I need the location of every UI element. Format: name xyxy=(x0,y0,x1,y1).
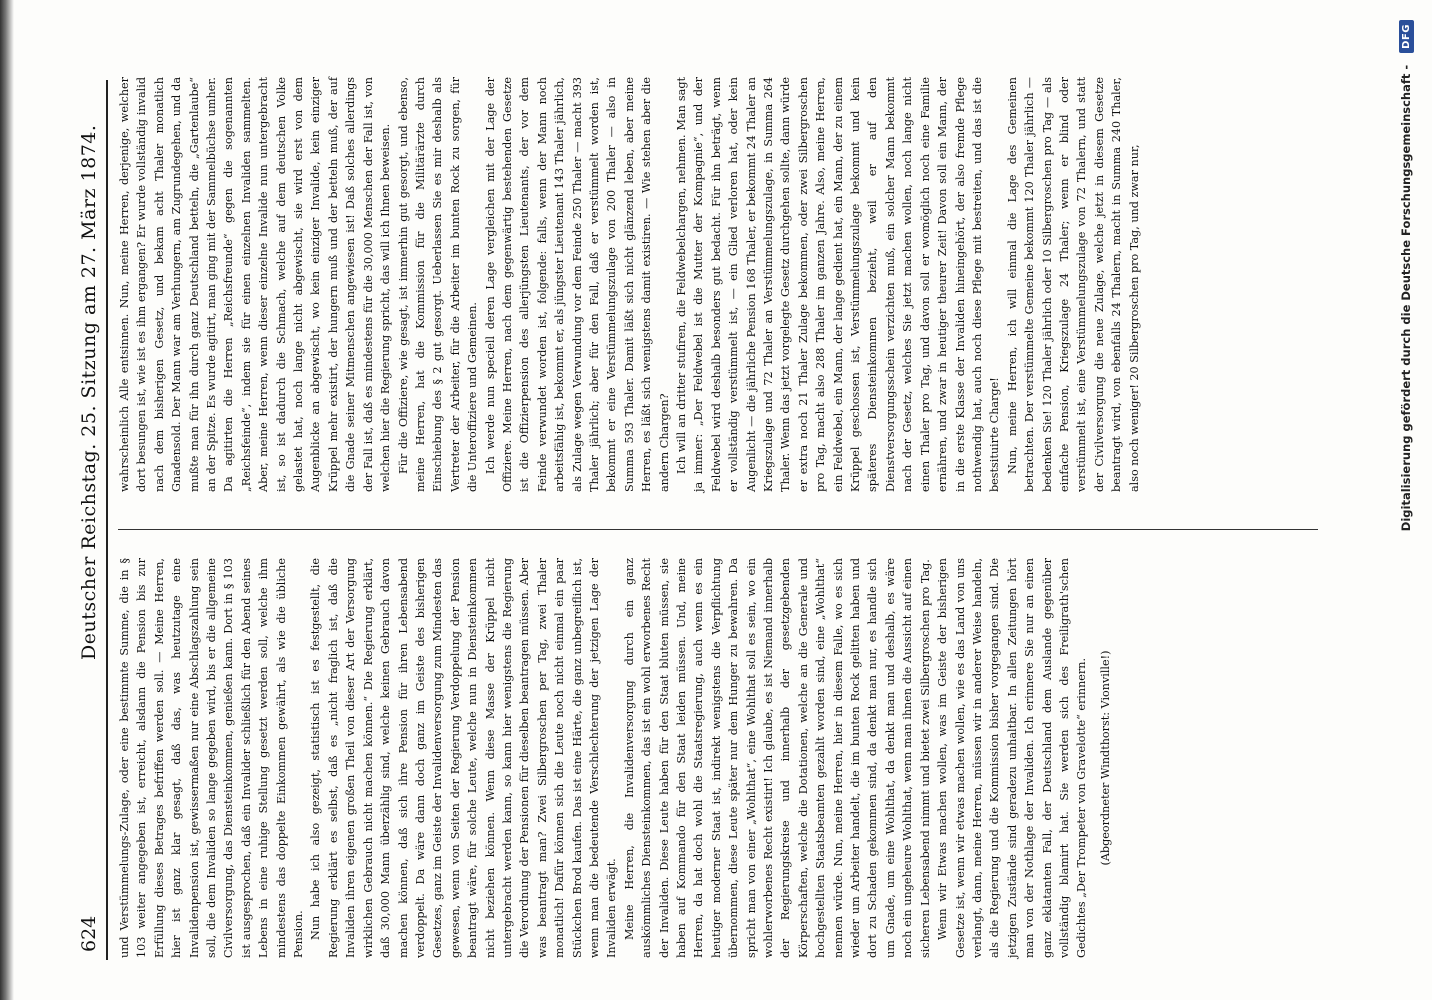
paragraph: Ich werde nun speciell deren Lage vergleichen mit der Lage der Offiziere. Meine Herren, nach dem gegenwärtig bestehenden Gesetze ist die Offizierpension des allerjüngsten Lieutenants, der vor dem Feinde verwundet worden ist, folgende: falls, wenn der Mann noch arbeitsfähig ist, bekommt er, als jüngster Lieutenant 143 Thaler jährlich, als Zulage wegen Verwundung vor dem Feinde 250 Thaler — macht 393 Thaler jährlich; aber für den Fall, daß er verstümmelt worden ist, bekommt er eine Verstümmelungszulage von 200 Thaler — also in Summa 593 Thaler. Damit läßt sich nicht glänzend leben, aber meine Herren, es läßt sich wenigstens damit existiren. — Wie stehen aber die andern Chargen? xyxy=(483,77,671,492)
column-divider xyxy=(118,529,1318,530)
paragraph: Nun habe ich also gezeigt, statistisch ist es festgestellt, die Regierung erklärt es selbst, daß es „nicht fraglich ist, daß die Invaliden ihren eigenen großen Theil von dieser Art der Versorgung wirklichen Gebrauch nicht machen können.“ Die Regierung erklärt, daß 30,000 Mann überzählig sind, welche keinen Gebrauch davon machen können, daß sich ihre Pension für ihren Lebensabend verdoppelt. Da wäre dann doch ganz im Geiste des bisherigen Gesetzes, ganz im Geiste der Invalidenversorgung zum Mindesten das gewesen, wenn von Seiten der Regierung Verdoppelung der Pension beantragt wäre, für solche Leute, welche nun in Diensteinkommen nicht beziehen können. Wenn diese Masse der Krüppel nicht untergebracht werden kann, so kann hier wenigstens die Regierung die Verordnung der Pensionen für dieselben beantragen müssen. Aber was beantragt man? Zwei Silbergroschen per Tag, zwei Thaler monatlich! Dafür können sich die Leute noch nicht einmal ein paar Stückchen Brod kaufen. Das ist eine Härte, die ganz unbegreiflich ist, wenn man die bedeutende Verschlechterung der jetzigen Lage der Invaliden erwägt. xyxy=(309,558,619,958)
text-column-right xyxy=(116,77,1306,492)
paragraph: Ich will an dritter stufiren, die Feldwebelchargen, nehmen. Man sagt ja immer: „Der Feldwebel ist die Mutter der Kompagnie“, und der Feldwebel wird deshalb besonders gut bedacht. Für ihn beträgt, wenn er vollständig verstümmelt ist, — ein Glied verloren hat, oder kein Augenlicht — die jährliche Pension 168 Thaler, er bekommt 24 Thaler an Kriegszulage und 72 Thaler an Verstümmelungszulage, in Summa 264 Thaler. Wenn das jetzt vorgelegte Gesetz durchgehen sollte, dann würde er extra noch 21 Thaler Zulage bekommen, oder zwei Silbergroschen pro Tag, macht also 288 Thaler im ganzen Jahre. Also, meine Herren, ein Feldwebel, ein Mann, der lange gedient hat, ein Mann, der zu einem Krüppel geschossen ist, Verstümmelungszulage bekommt und kein späteres Diensteinkommen bezieht, weil er auf den Dienstversorgungsschein verzichten muß, ein solcher Mann bekommt nach der Gesetz, welches Sie jetzt machen wollen, noch lange nicht einen Thaler pro Tag, und davon soll er womöglich noch eine Familie ernähren, und zwar in heutiger theurer Zeit! Davon soll ein Mann, der in die erste Klasse der Invaliden hineingehört, der also fremde Pflege nothwendig hat, auch noch diese Pflege mit bestreiten, und das ist die bestsituirte Charge! xyxy=(675,77,1002,492)
paragraph: Für die Offiziere, wie gesagt, ist immerhin gut gesorgt, und ebenso, meine Herren, hat die Kommission für die Militärärzte durch Einschiebung des § 2 gut gesorgt. Ueberlassen Sie es mir deshalb als Vertreter der Arbeiter, für die Arbeiter im bunten Rock zu sorgen, für die Unteroffiziere und Gemeinen. xyxy=(396,77,480,492)
paragraph: wahrscheinlich Alle entsinnen. Nun, meine Herren, derjenige, welcher dort besungen ist, wie ist es ihm ergangen? Er wurde vollständig invalid nach dem bisherigen Gesetz, und bekam acht Thaler monatlich Gnadensold. Der Mann war am Verhungern, am Zugrundegehen, und da mußte man für ihn durch ganz Deutschland betteln, die „Gartenlaube“ an der Spitze. Es wurde agitirt, man ging mit der Sammelbüchse umher. Da agitirten die Herren „Reichsfreunde“ gegen die sogenannten „Reichsfeinde“, indem sie für einen einzelnen Invaliden sammelten. Aber, meine Herren, wenn dieser einzelne Invalide nun untergebracht ist, so ist dadurch die Schmach, welche auf dem deutschen Volke gelastet hat, noch lange nicht abgewischt, sie wird erst von dem Augenblicke an abgewischt, wo kein einziger Invalide, kein einziger Krüppel mehr existirt, der hungern muß und der betteln muß, der auf die Gnade seiner Mitmenschen angewiesen ist! Daß solches allerdings der Fall ist, daß es mindestens für die 30,000 Menschen der Fall ist, von welchen hier die Regierung spricht, das will ich Ihnen beweisen. xyxy=(118,77,393,492)
paragraph: Wenn wir Etwas machen wollen, was im Geiste der bisherigen Gesetze ist, wenn wir etwas machen wollen, wie es das Land von uns verlangt, dann, meine Herren, müssen wir in anderer Weise handeln, als die Regierung und die Kommission bisher vorgegangen sind. Die jetzigen Zustände sind geradezu unhaltbar. In allen Zeitungen hört man von der Nothlage der Invaliden. Ich erinnere Sie nur an einen ganz eklatanten Fall, der Deutschland dem Auslande gegenüber vollständig blamirt hat. Sie werden sich des Freiligrath'schen Gedichtes „Der Trompeter von Gravelotte“ erinnern. xyxy=(936,558,1089,958)
paragraph: Nun, meine Herren, ich will einmal die Lage des Gemeinen betrachten. Der verstümmelte Gemeine bekommt 120 Thaler jährlich — bedenken Sie! 120 Thaler jährlich oder 10 Silbergroschen pro Tag — als einfache Pension, Kriegszulage 24 Thaler; wenn er blind oder verstümmelt ist, eine Verstümmelungszulage von 72 Thalern, und statt der Civilversorgung die neue Zulage, welche jetzt in diesem Gesetze beantragt wird, von ebenfalls 24 Thalern, macht in Summa 240 Thaler, also noch weniger! 20 Silbergroschen pro Tag, und zwar nur, xyxy=(1005,77,1141,492)
paragraph: und Verstümmelungs-Zulage, oder eine bestimmte Summe, die in § 103 weiter angegeben ist, erreicht, alsdann die Pension bis zur Erfüllung dieses Betrages befriffen werden soll. — Meine Herren, hier ist ganz klar gesagt, daß das, was heutzutage eine Invalidenpension ist, gewissermaßen nur eine Abschlagszahlung sein soll, die dem Invaliden so lange gegeben wird, bis er die allgemeine Civilversorgung, das Diensteinkommen, genießen kann. Dort in § 103 ist ausgesprochen, daß ein Invalider schließlich für den Abend seines Lebens in eine ruhige Stellung gesetzt werden soll, welche ihm mindestens das doppelte Einkommen gewährt, als wie die übliche Pension. xyxy=(118,558,306,958)
page-header xyxy=(70,80,108,960)
paragraph: Meine Herren, die Invalidenversorgung durch ein ganz auskömmliches Diensteinkommen, das ist ein wohl erworbenes Recht der Invaliden. Diese Leute haben für den Staat bluten müssen, sie haben auf Kommando für den Staat leiden müssen. Und, meine Herren, da hat doch wohl die Staatsregierung, auch wenn es ein heutiger moderner Staat ist, indirekt wenigstens die Verpflichtung übernommen, diese Leute später nur dem Hunger zu bewahren. Da spricht man von einer „Wohlthat“, eine Wohlthat soll es sein, wo ein wohlerworbenes Recht existirt! Ich glaube, es ist Niemand innerhalb der Regierungskreise und innerhalb der gesetzgebenden Körperschaften, welche die Dotationen, welche an die Generale und hochgestellten Staatsbeamten gezahlt worden sind, eine „Wohlthat“ nennen würde. Nun, meine Herren, hier in diesem Falle, wo es sich wieder um Arbeiter handelt, die im bunten Rock gelitten haben und dort zu Schaden gekommen sind, da denkt man nur, es handle sich um Gnade, um eine Wohlthat, da denkt man und deshalb, es wäre noch ein ungeheure Wohlthat, wenn man ihnen die Aussicht auf einen sicheren Lebensabend nimmt und bietet zwei Silbergroschen pro Tag. xyxy=(622,558,932,958)
page-title: Deutscher Reichstag. 25. Sitzung am 27. März 1874. xyxy=(78,124,100,660)
text-column-left xyxy=(116,558,1112,958)
interjection: (Abgeordneter Windthorst: Vionville!) xyxy=(1098,650,1112,866)
scan-edge-shadow xyxy=(0,0,14,1000)
credit-text: Digitalisierung gefördert durch die Deutsche Forschungsgemeinschaft - xyxy=(1399,64,1413,532)
digitization-credit xyxy=(1395,0,1417,1000)
page-number: 624 xyxy=(78,915,100,952)
dfg-logo-icon: DFG xyxy=(1399,20,1414,53)
